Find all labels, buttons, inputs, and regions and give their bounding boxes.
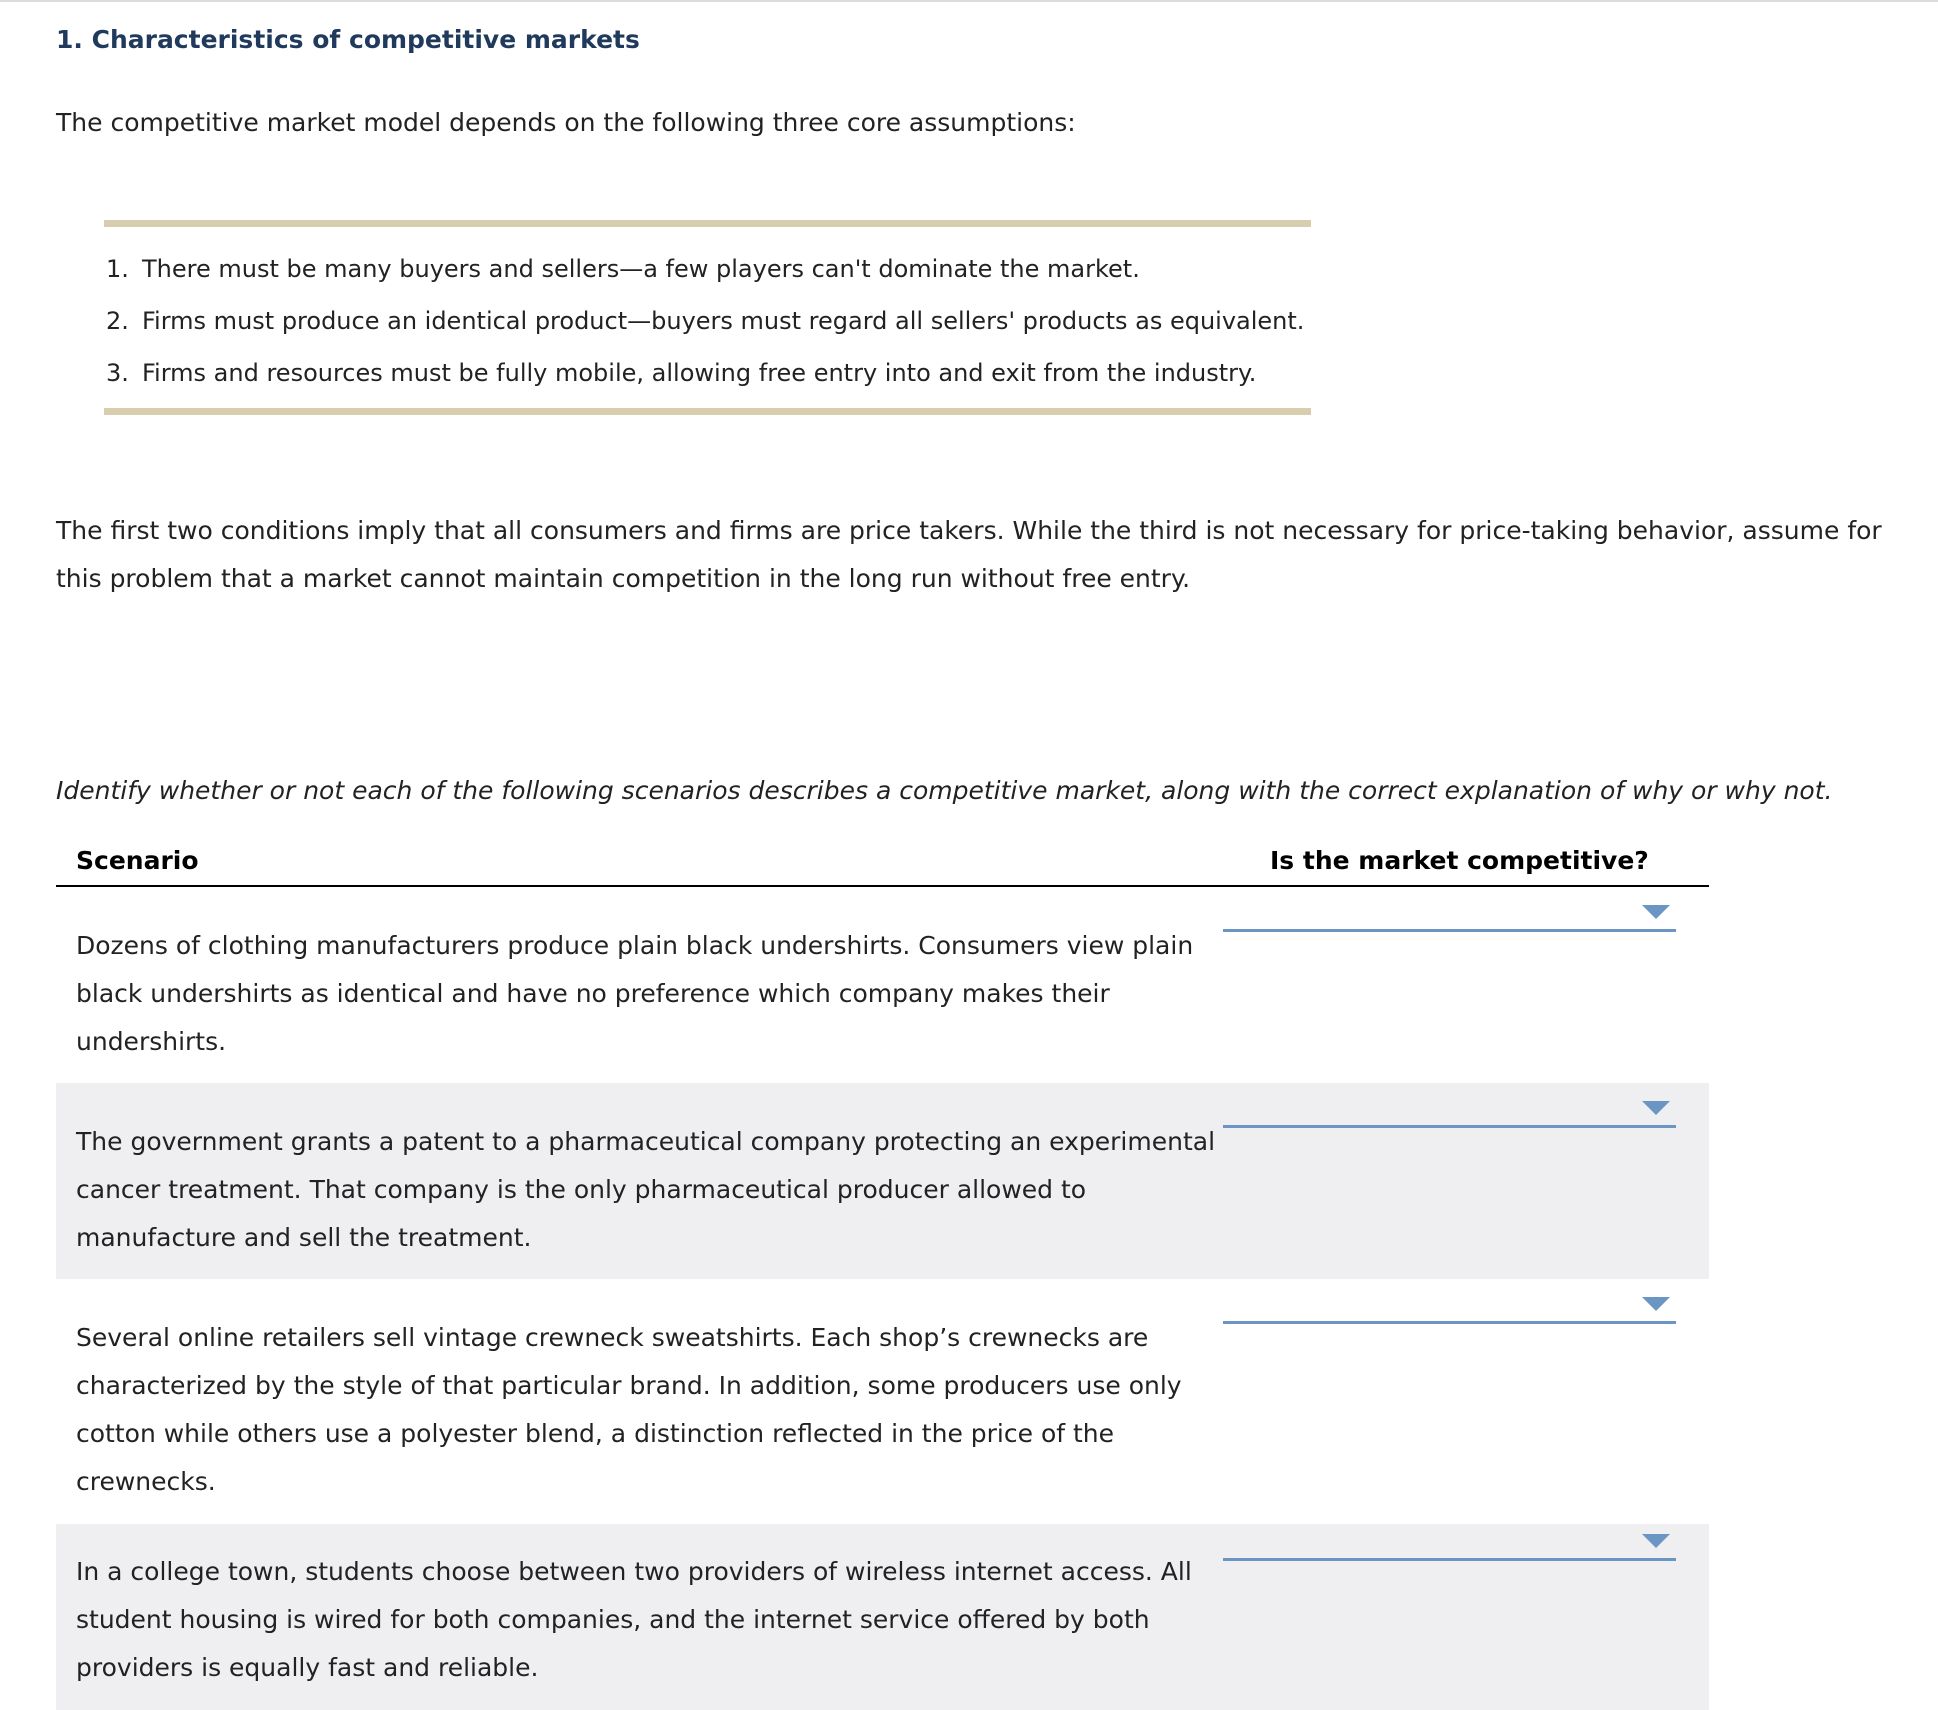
table-row xyxy=(56,887,1709,1083)
page-title: 1. Characteristics of competitive markets xyxy=(56,25,640,54)
top-divider xyxy=(0,0,1938,2)
scenario-text: In a college town, students choose between two providers of wireless internet access. All student housing is wired for both companies, and the internet service offered by both providers is equally fast and reliable. xyxy=(76,1557,1192,1682)
scenario-text: The government grants a patent to a pharmaceutical company protecting an experimental cancer treatment. That company is the only pharmaceutical producer allowed to manufacture and sell the treatment. xyxy=(76,1127,1216,1252)
column-header-scenario: Scenario xyxy=(76,846,199,875)
scenario-text: Dozens of clothing manufacturers produce plain black undershirts. Consumers view plain black undershirts as identical and have no preference which company makes their undershirts. xyxy=(76,931,1194,1056)
table-row xyxy=(56,1524,1709,1710)
column-header-competitive: Is the market competitive? xyxy=(1270,846,1649,875)
table-header xyxy=(56,840,1709,887)
assumption-text: There must be many buyers and sellers—a few players can't dominate the market. xyxy=(142,255,1140,283)
competitive-dropdown[interactable] xyxy=(1223,1091,1676,1128)
assumption-number: 3. xyxy=(106,359,129,387)
competitive-dropdown[interactable] xyxy=(1223,1287,1676,1324)
assumption-text: Firms must produce an identical product—buyers must regard all sellers' products as equivalent. xyxy=(142,307,1305,335)
competitive-dropdown[interactable] xyxy=(1223,1524,1676,1561)
assumption-item xyxy=(106,254,1304,306)
assumption-item xyxy=(106,306,1304,358)
table-row xyxy=(56,1279,1709,1524)
assumption-text: Firms and resources must be fully mobile, allowing free entry into and exit from the industry. xyxy=(142,359,1257,387)
assumption-item xyxy=(106,358,1304,410)
competitive-dropdown[interactable] xyxy=(1223,895,1676,932)
intro-text: The competitive market model depends on the following three core assumptions: xyxy=(56,108,1076,137)
scenario-table xyxy=(56,840,1709,1710)
table-row xyxy=(56,1083,1709,1279)
assumption-number: 2. xyxy=(106,307,129,335)
assumption-number: 1. xyxy=(106,255,129,283)
chevron-down-icon xyxy=(1642,1534,1670,1548)
assumptions-list xyxy=(106,254,1304,410)
explanation-paragraph: The first two conditions imply that all consumers and firms are price takers. While the third is not necessary for price-taking behavior, assume for this problem that a market cannot maintain competition in the long run without free entry. xyxy=(56,516,1882,593)
assumptions-box xyxy=(104,220,1311,415)
chevron-down-icon xyxy=(1642,1101,1670,1115)
chevron-down-icon xyxy=(1642,1297,1670,1311)
instruction-text: Identify whether or not each of the following scenarios describes a competitive market, along with the correct explanation of why or why not. xyxy=(56,776,1833,805)
chevron-down-icon xyxy=(1642,905,1670,919)
scenario-text: Several online retailers sell vintage crewneck sweatshirts. Each shop’s crewnecks are characterized by the style of that particular brand. In addition, some producers use only cotton while others use a polyester blend, a distinction reflected in the price of the crewnecks. xyxy=(76,1323,1182,1496)
